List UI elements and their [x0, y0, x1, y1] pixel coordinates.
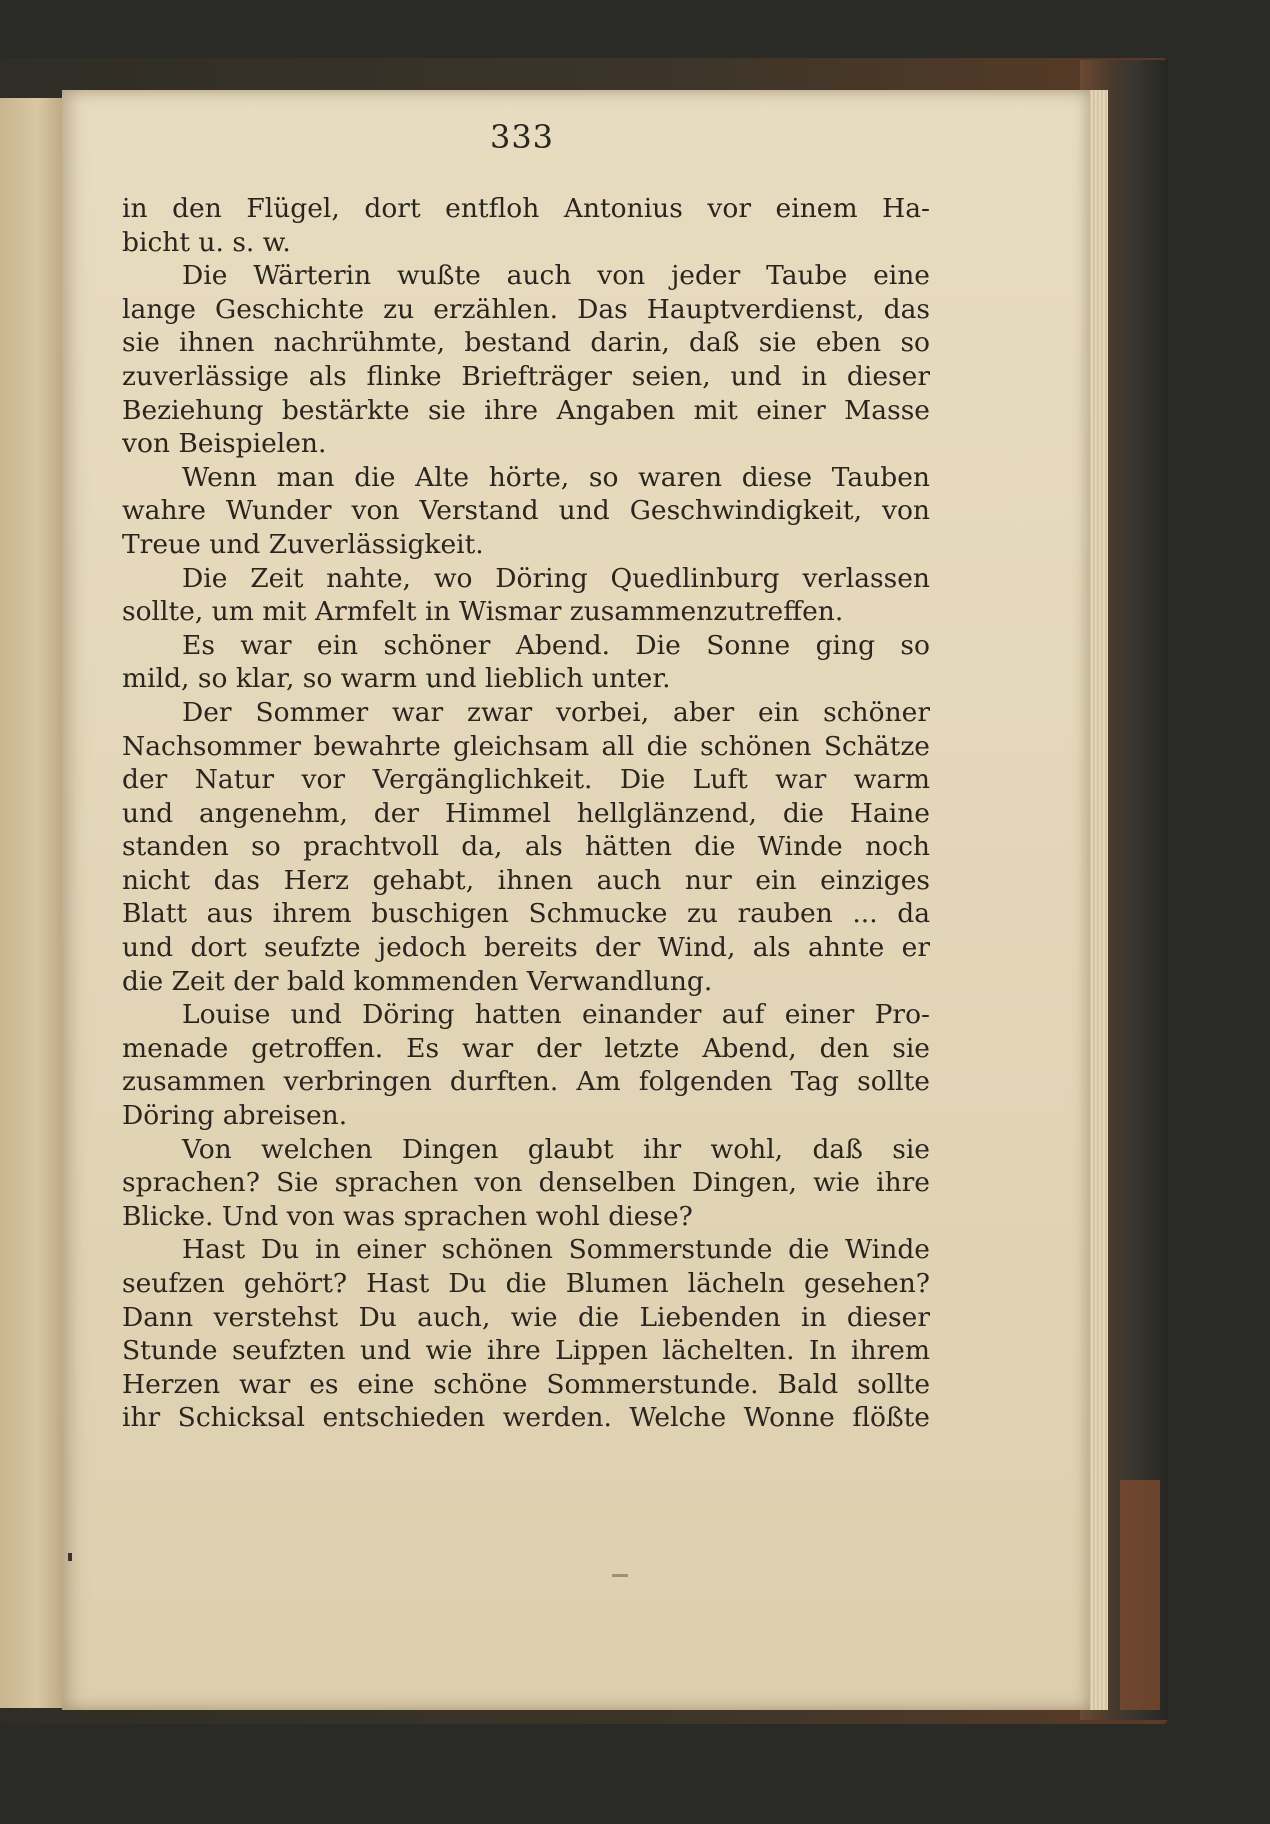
text-line: Dann verstehst Du auch, wie die Liebenden in dieser	[122, 1301, 930, 1333]
text-line: Der Sommer war zwar vorbei, aber ein schöner	[182, 696, 930, 728]
text-line: Blicke. Und von was sprachen wohl diese?	[122, 1200, 693, 1232]
text-line: Nachsommer bewahrte gleichsam all die schönen Schätze	[122, 730, 930, 762]
text-line: sie ihnen nachrühmte, bestand darin, daß sie eben so	[122, 327, 930, 359]
text-line: Stunde seufzten und wie ihre Lippen lächelten. In ihrem	[122, 1335, 930, 1367]
page-text	[122, 192, 930, 1435]
text-line: sollte, um mit Armfelt in Wismar zusammenzutreffen.	[122, 596, 844, 628]
facing-page-edge	[0, 98, 68, 1708]
text-line: standen so prachtvoll da, als hätten die Winde noch	[122, 831, 930, 863]
text-line: bicht u. s. w.	[122, 226, 291, 258]
text-line: und angenehm, der Himmel hellglänzend, die Haine	[122, 797, 930, 829]
text-line: Die Zeit nahte, wo Döring Quedlinburg verlassen	[182, 562, 930, 594]
text-line: Wenn man die Alte hörte, so waren diese Tauben	[182, 461, 930, 493]
text-line: Blatt aus ihrem buschigen Schmucke zu rauben ... da	[122, 898, 930, 930]
text-line: Die Wärterin wußte auch von jeder Taube eine	[182, 260, 930, 292]
text-line: zusammen verbringen durften. Am folgenden Tag sollte	[122, 1066, 930, 1098]
text-line: zuverlässige als flinke Briefträger seien, und in dieser	[122, 360, 930, 392]
text-line: nicht das Herz gehabt, ihnen auch nur ein einziges	[122, 864, 930, 896]
text-line: Döring abreisen.	[122, 1100, 348, 1132]
text-line: und dort seufzte jedoch bereits der Wind, als ahnte er	[122, 932, 930, 964]
text-line: Treue und Zuverlässigkeit.	[122, 528, 484, 560]
text-line: Hast Du in einer schönen Sommerstunde die Winde	[182, 1234, 930, 1266]
text-line: Es war ein schöner Abend. Die Sonne ging so	[182, 629, 930, 661]
leather-corner	[1120, 1480, 1160, 1710]
text-line: Beziehung bestärkte sie ihre Angaben mit einer Masse	[122, 394, 930, 426]
margin-mark	[68, 1553, 72, 1561]
text-line: menade getroffen. Es war der letzte Abend, den sie	[122, 1032, 930, 1064]
text-line: seufzen gehört? Hast Du die Blumen lächeln gesehen?	[122, 1268, 930, 1299]
text-line: Von welchen Dingen glaubt ihr wohl, daß sie	[182, 1133, 930, 1165]
text-line: lange Geschichte zu erzählen. Das Hauptverdienst, das	[122, 293, 930, 325]
text-line: sprachen? Sie sprachen von denselben Dingen, wie ihre	[122, 1167, 930, 1199]
text-line: Herzen war es eine schöne Sommerstunde. Bald sollte	[122, 1368, 930, 1400]
text-line: in den Flügel, dort entfloh Antonius vor einem Ha-	[122, 193, 930, 224]
text-line: ihr Schicksal entschieden werden. Welche Wonne flößte	[122, 1402, 930, 1434]
text-line: wahre Wunder von Verstand und Geschwindigkeit, von	[122, 495, 930, 527]
page-number: 333	[489, 118, 555, 156]
ink-smudge	[612, 1574, 628, 1577]
text-line: Louise und Döring hatten einander auf einer Pro-	[182, 999, 930, 1031]
text-line: mild, so klar, so warm und lieblich unter.	[122, 663, 671, 695]
text-line: der Natur vor Vergänglichkeit. Die Luft war warm	[122, 764, 930, 796]
text-line: die Zeit der bald kommenden Verwandlung.	[122, 965, 713, 997]
text-line: von Beispielen.	[122, 428, 327, 460]
